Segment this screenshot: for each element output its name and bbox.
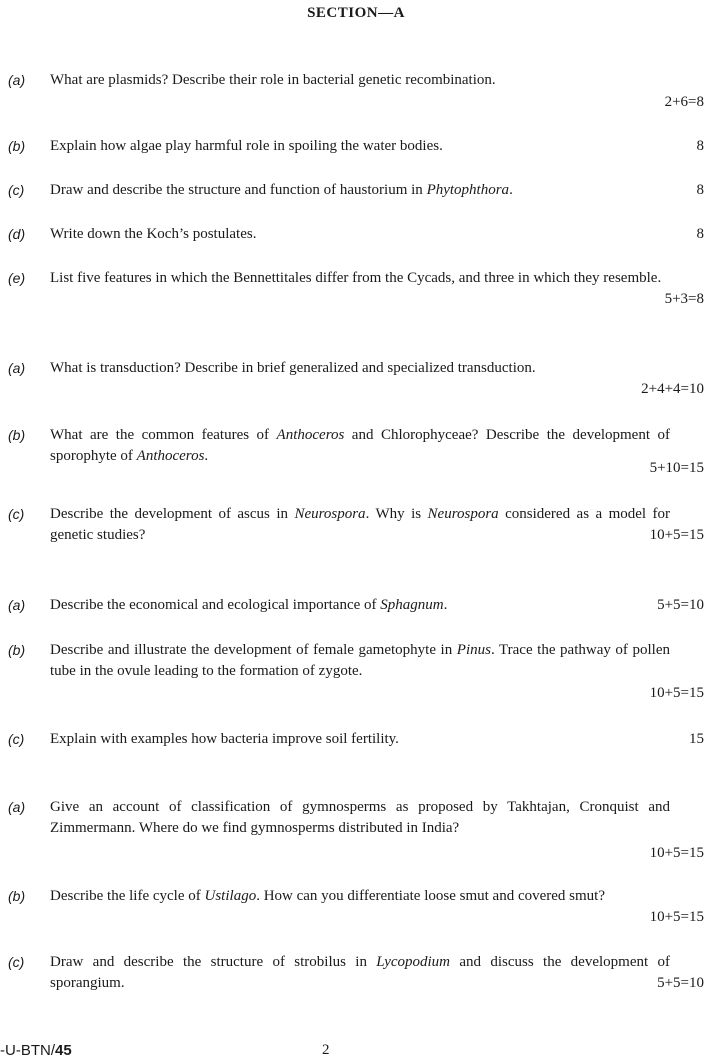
question-text: Explain how algae play harmful role in spoiling the water bodies. <box>50 138 443 154</box>
question-label: (a) <box>8 360 26 376</box>
question-marks: 8 <box>696 138 704 154</box>
question-marks: 5+5=10 <box>657 597 704 613</box>
question-marks: 5+10=15 <box>649 460 704 476</box>
question-text: Write down the Koch’s postulates. <box>50 226 257 242</box>
question-text: What are the common features of Anthoceros and Chlorophyceae? Describe the development of sporophyte of Anthoceros. <box>50 427 670 464</box>
question-text: What is transduction? Describe in brief generalized and specialized transduction. <box>50 360 536 376</box>
question-label: (e) <box>8 270 26 286</box>
question-marks: 10+5=15 <box>649 845 704 861</box>
question-marks: 15 <box>689 731 704 747</box>
question-text: Explain with examples how bacteria improve soil fertility. <box>50 731 399 747</box>
question-marks: 8 <box>696 226 704 242</box>
question-label: (a) <box>8 597 26 613</box>
question-text: Describe and illustrate the development of female gametophyte in Pinus. Trace the pathway of pollen tube in the ovule leading to the formation of zygote. <box>50 642 670 679</box>
question-text: Describe the development of ascus in Neurospora. Why is Neurospora considered as a model for genetic studies? <box>50 506 671 543</box>
question-marks: 2+6=8 <box>664 94 704 110</box>
question-text: Draw and describe the structure of strobilus in Lycopodium and discuss the development of sporangium. <box>50 954 670 991</box>
question-marks: 8 <box>696 182 704 198</box>
question-label: (b) <box>8 138 26 154</box>
question-label: (c) <box>8 731 25 747</box>
page-number: 2 <box>322 1042 330 1058</box>
question-marks: 2+4+4=10 <box>641 381 704 397</box>
question-text: Describe the economical and ecological importance of Sphagnum. <box>50 597 448 613</box>
question-marks: 10+5=15 <box>649 527 704 543</box>
paper-code: -U-BTN/45 <box>0 1042 72 1059</box>
question-label: (a) <box>8 72 26 88</box>
question-label: (b) <box>8 427 26 443</box>
question-marks: 10+5=15 <box>649 685 704 701</box>
question-label: (b) <box>8 642 26 658</box>
question-label: (c) <box>8 954 25 970</box>
question-text: List five features in which the Bennettitales differ from the Cycads, and three in which they resemble. <box>50 270 662 286</box>
question-label: (d) <box>8 226 26 242</box>
question-label: (c) <box>8 182 25 198</box>
question-label: (b) <box>8 888 26 904</box>
question-text: Give an account of classification of gymnosperms as proposed by Takhtajan, Cronquist and Zimmermann. Where do we find gymnosperms distributed in India? <box>50 799 670 836</box>
question-label: (a) <box>8 799 26 815</box>
question-text: Draw and describe the structure and function of haustorium in Phytophthora. <box>50 182 513 198</box>
question-marks: 5+3=8 <box>664 291 704 307</box>
question-marks: 10+5=15 <box>649 909 704 925</box>
section-title: SECTION—A <box>307 5 405 21</box>
question-label: (c) <box>8 506 25 522</box>
question-text: Describe the life cycle of Ustilago. How can you differentiate loose smut and covered smut? <box>50 888 605 904</box>
question-marks: 5+5=10 <box>657 975 704 991</box>
question-text: What are plasmids? Describe their role in bacterial genetic recombination. <box>50 72 496 88</box>
